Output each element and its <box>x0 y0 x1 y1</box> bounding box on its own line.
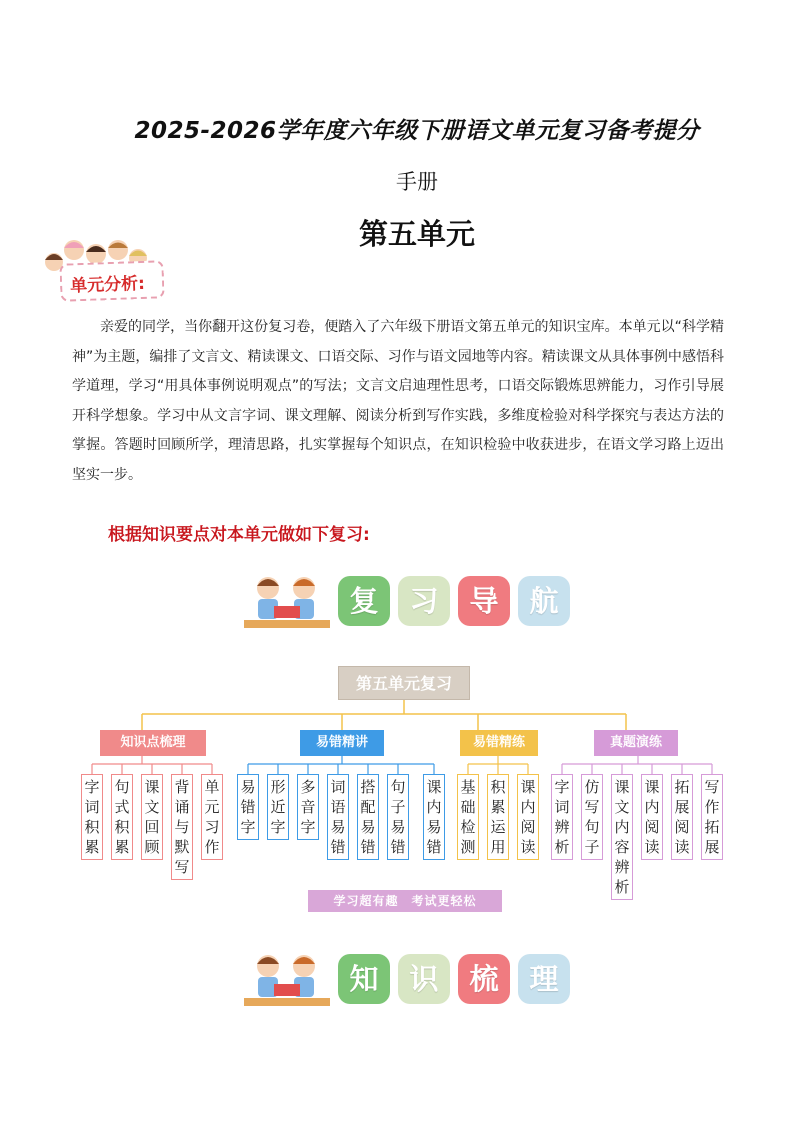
leaf-word-errors: 词语易错 <box>327 774 349 860</box>
category-knowledge-review: 知识点梳理 <box>100 730 206 756</box>
mind-map-root: 第五单元复习 <box>338 666 470 700</box>
reading-children-icon <box>244 572 332 632</box>
document-title-line1: 2025-2026学年度六年级下册语文单元复习备考提分 <box>134 118 700 144</box>
leaf-text-review: 课文回顾 <box>141 774 163 860</box>
mind-map-slogan: 学习超有趣 考试更轻松 <box>308 890 502 912</box>
category-exam-practice: 真题演练 <box>594 730 678 756</box>
leaf-word-discrimination: 字词辨析 <box>551 774 573 860</box>
reading-children-icon <box>244 950 332 1010</box>
knowledge-review-banner <box>244 950 574 1010</box>
leaf-word-accumulation: 字词积累 <box>81 774 103 860</box>
knowledge-tile-zhi: 知 <box>338 954 390 1004</box>
nav-tile-fu: 复 <box>338 576 390 626</box>
leaf-in-class-errors: 课内易错 <box>423 774 445 860</box>
intro-paragraph: 亲爱的同学，当你翻开这份复习卷，便踏入了六年级下册语文第五单元的知识宝库。本单元以“科学精神”为主题，编排了文言文、精读课文、口语交际、习作与语文园地等内容。精读课文从具体事例中感悟科学道理，学习“用具体事例说明观点”的写法；文言文启迪理性思考，口语交际锻炼思辨能力，习作引导展开科学想象。学习中从文言字词、课文理解、阅读分析到写作实践，多维度检验对科学探究与表达方法的掌握。答题时回顾所学，理清思路，扎实掌握每个知识点，在知识检验中收获进步，在语文学习路上迈出坚实一步。 <box>72 319 724 483</box>
leaf-sentence-errors: 句子易错 <box>387 774 409 860</box>
knowledge-tile-shu: 梳 <box>458 954 510 1004</box>
leaf-similar-characters: 形近字 <box>267 774 289 840</box>
leaf-sentence-accumulation: 句式积累 <box>111 774 133 860</box>
review-navigation-banner <box>244 572 574 632</box>
category-error-explanation: 易错精讲 <box>300 730 384 756</box>
unit-title: 第五单元 <box>358 217 475 251</box>
nav-tile-dao: 导 <box>458 576 510 626</box>
leaf-basic-test: 基础检测 <box>457 774 479 860</box>
leaf-polyphones: 多音字 <box>297 774 319 840</box>
leaf-recitation: 背诵与默写 <box>171 774 193 880</box>
document-title-line2: 手册 <box>396 170 438 194</box>
leaf-extended-reading: 拓展阅读 <box>671 774 693 860</box>
leaf-text-content-discrimination: 课文内容辨析 <box>611 774 633 900</box>
knowledge-tile-shi: 识 <box>398 954 450 1004</box>
review-heading: 根据知识要点对本单元做如下复习: <box>108 525 370 545</box>
review-mind-map <box>78 662 738 922</box>
leaf-error-characters: 易错字 <box>237 774 259 840</box>
unit-analysis-badge <box>59 260 164 302</box>
leaf-imitation-writing: 仿写句子 <box>581 774 603 860</box>
unit-analysis-label: 单元分析: <box>69 273 146 297</box>
leaf-in-class-reading-exam: 课内阅读 <box>641 774 663 860</box>
leaf-unit-writing: 单元习作 <box>201 774 223 860</box>
category-error-practice: 易错精练 <box>460 730 538 756</box>
nav-tile-hang: 航 <box>518 576 570 626</box>
nav-tile-xi: 习 <box>398 576 450 626</box>
leaf-writing-extension: 写作拓展 <box>701 774 723 860</box>
leaf-collocation-errors: 搭配易错 <box>357 774 379 860</box>
leaf-in-class-reading: 课内阅读 <box>517 774 539 860</box>
leaf-accumulation-use: 积累运用 <box>487 774 509 860</box>
knowledge-tile-li: 理 <box>518 954 570 1004</box>
